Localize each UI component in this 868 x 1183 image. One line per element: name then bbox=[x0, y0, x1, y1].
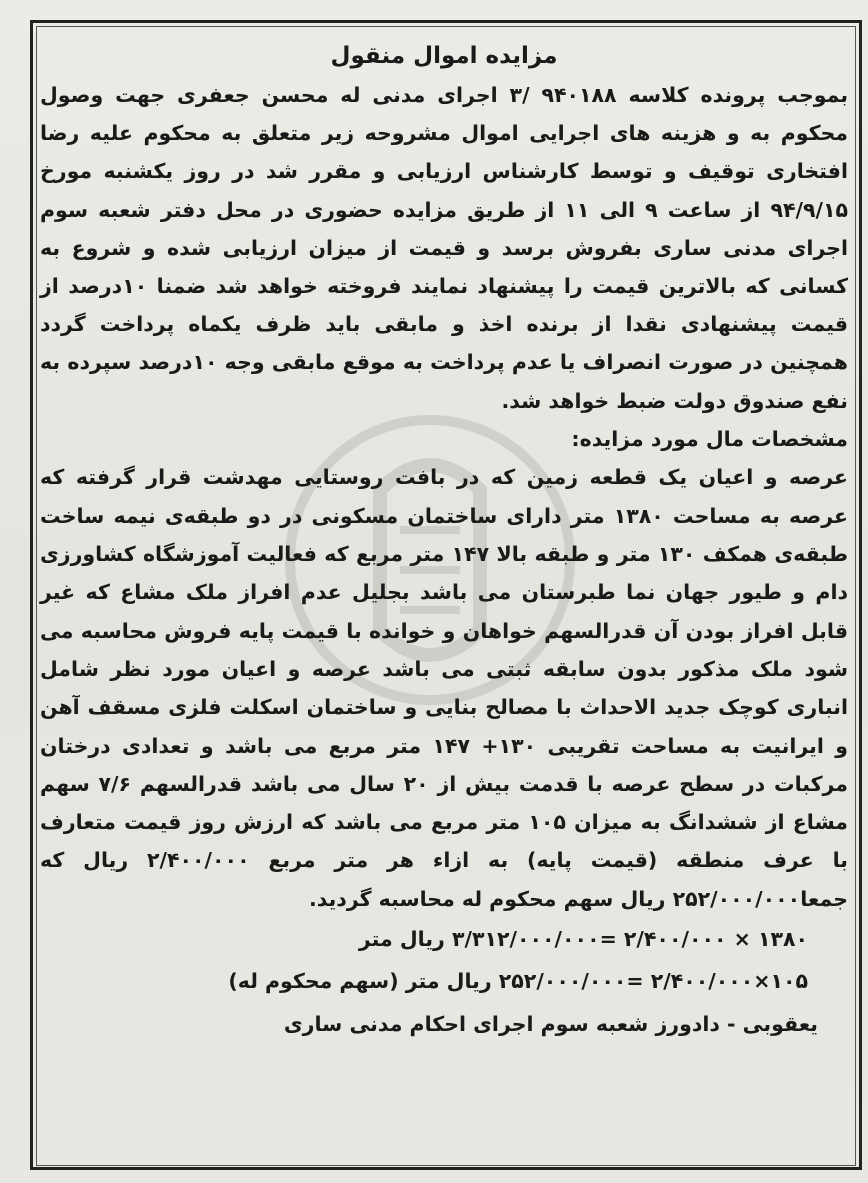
spec-body: عرصه و اعیان یک قطعه زمین که در بافت روستایی مهدشت قرار گرفته که عرصه به مساحت ۱۳۸۰ متر دارای ساختمان مسکونی در دو طبقه‌ی نیمه ساخت طبقه‌ی همکف ۱۳۰ متر و طبقه بالا ۱۴۷ متر مربع که فعالیت آموزشگاه کشاورزی دام و طیور جهان نما طبرستان می باشد بجلیل عدم افراز ملک مشاع که غیر قابل افراز بودن آن قدرالسهم خواهان و خوانده با قیمت پایه فروش محاسبه می شود ملک مذکور بدون سابقه ثبتی می باشد عرصه و اعیان مورد نظر شامل انباری کوچک جدید الاحداث با مصالح بنایی و ساختمان اسکلت فلزی مسقف آهن و ایرانیت به مساحت تقریبی ۱۳۰+ ۱۴۷ متر مربع می باشد و تعدادی درختان مرکبات در سطح عرصه با قدمت بیش از ۲۰ سال می باشد قدرالسهم ۷/۶ سهم مشاع از ششدانگ به میزان ۱۰۵ متر مربع می باشد که ارزش روز قیمت متعارف با عرف منطقه (قیمت پایه) به ازاء هر متر مربع ۲/۴۰۰/۰۰۰ ریال که جمعا۲۵۲/۰۰۰/۰۰۰ ریال سهم محکوم له محاسبه گردید. bbox=[40, 465, 849, 911]
notice-body: بموجب پرونده کلاسه ۹۴۰۱۸۸ /۳ اجرای مدنی له محسن جعفری جهت وصول محکوم به و هزینه های اجرایی اموال مشروحه زیر متعلق به محکوم علیه رضا افتخاری توقیف و توسط کارشناس ارزیابی و مقرر شد در روز یکشنبه مورخ ۹۴/۹/۱۵ از ساعت ۹ الی ۱۱ از طریق مزایده حضوری در محل دفتر شعبه سوم اجرای مدنی ساری بفروش برسد و قیمت از میزان ارزیابی شده و شروع به کسانی که بالاترین قیمت را پیشنهاد نمایند فروخته خواهد شد ضمنا ۱۰درصد از قیمت پیشنهادی نقدا از برنده اخذ و مابقی باید ظرف یکماه پرداخت گردد همچنین در صورت انصراف یا عدم پرداخت به موقع مابقی وجه ۱۰درصد سپرده به نفع صندوق دولت ضبط خواهد شد. bbox=[40, 83, 849, 413]
calc-line-share: ۱۰۵×۲/۴۰۰/۰۰۰ =۲۵۲/۰۰۰/۰۰۰ ریال متر (سهم محکوم له) bbox=[228, 968, 808, 993]
calc-line-total: ۱۳۸۰ × ۲/۴۰۰/۰۰۰ =۳/۳۱۲/۰۰۰/۰۰۰ ریال متر bbox=[358, 926, 808, 951]
signature: یعقوبی - دادورز شعبه سوم اجرای احکام مدنی ساری bbox=[283, 1011, 818, 1036]
notice-title: مزایده اموال منقول bbox=[330, 43, 558, 69]
torn-edge-text bbox=[300, 0, 304, 13]
notice-content bbox=[40, 36, 848, 1046]
spec-heading: مشخصات مال مورد مزایده: bbox=[571, 426, 848, 451]
